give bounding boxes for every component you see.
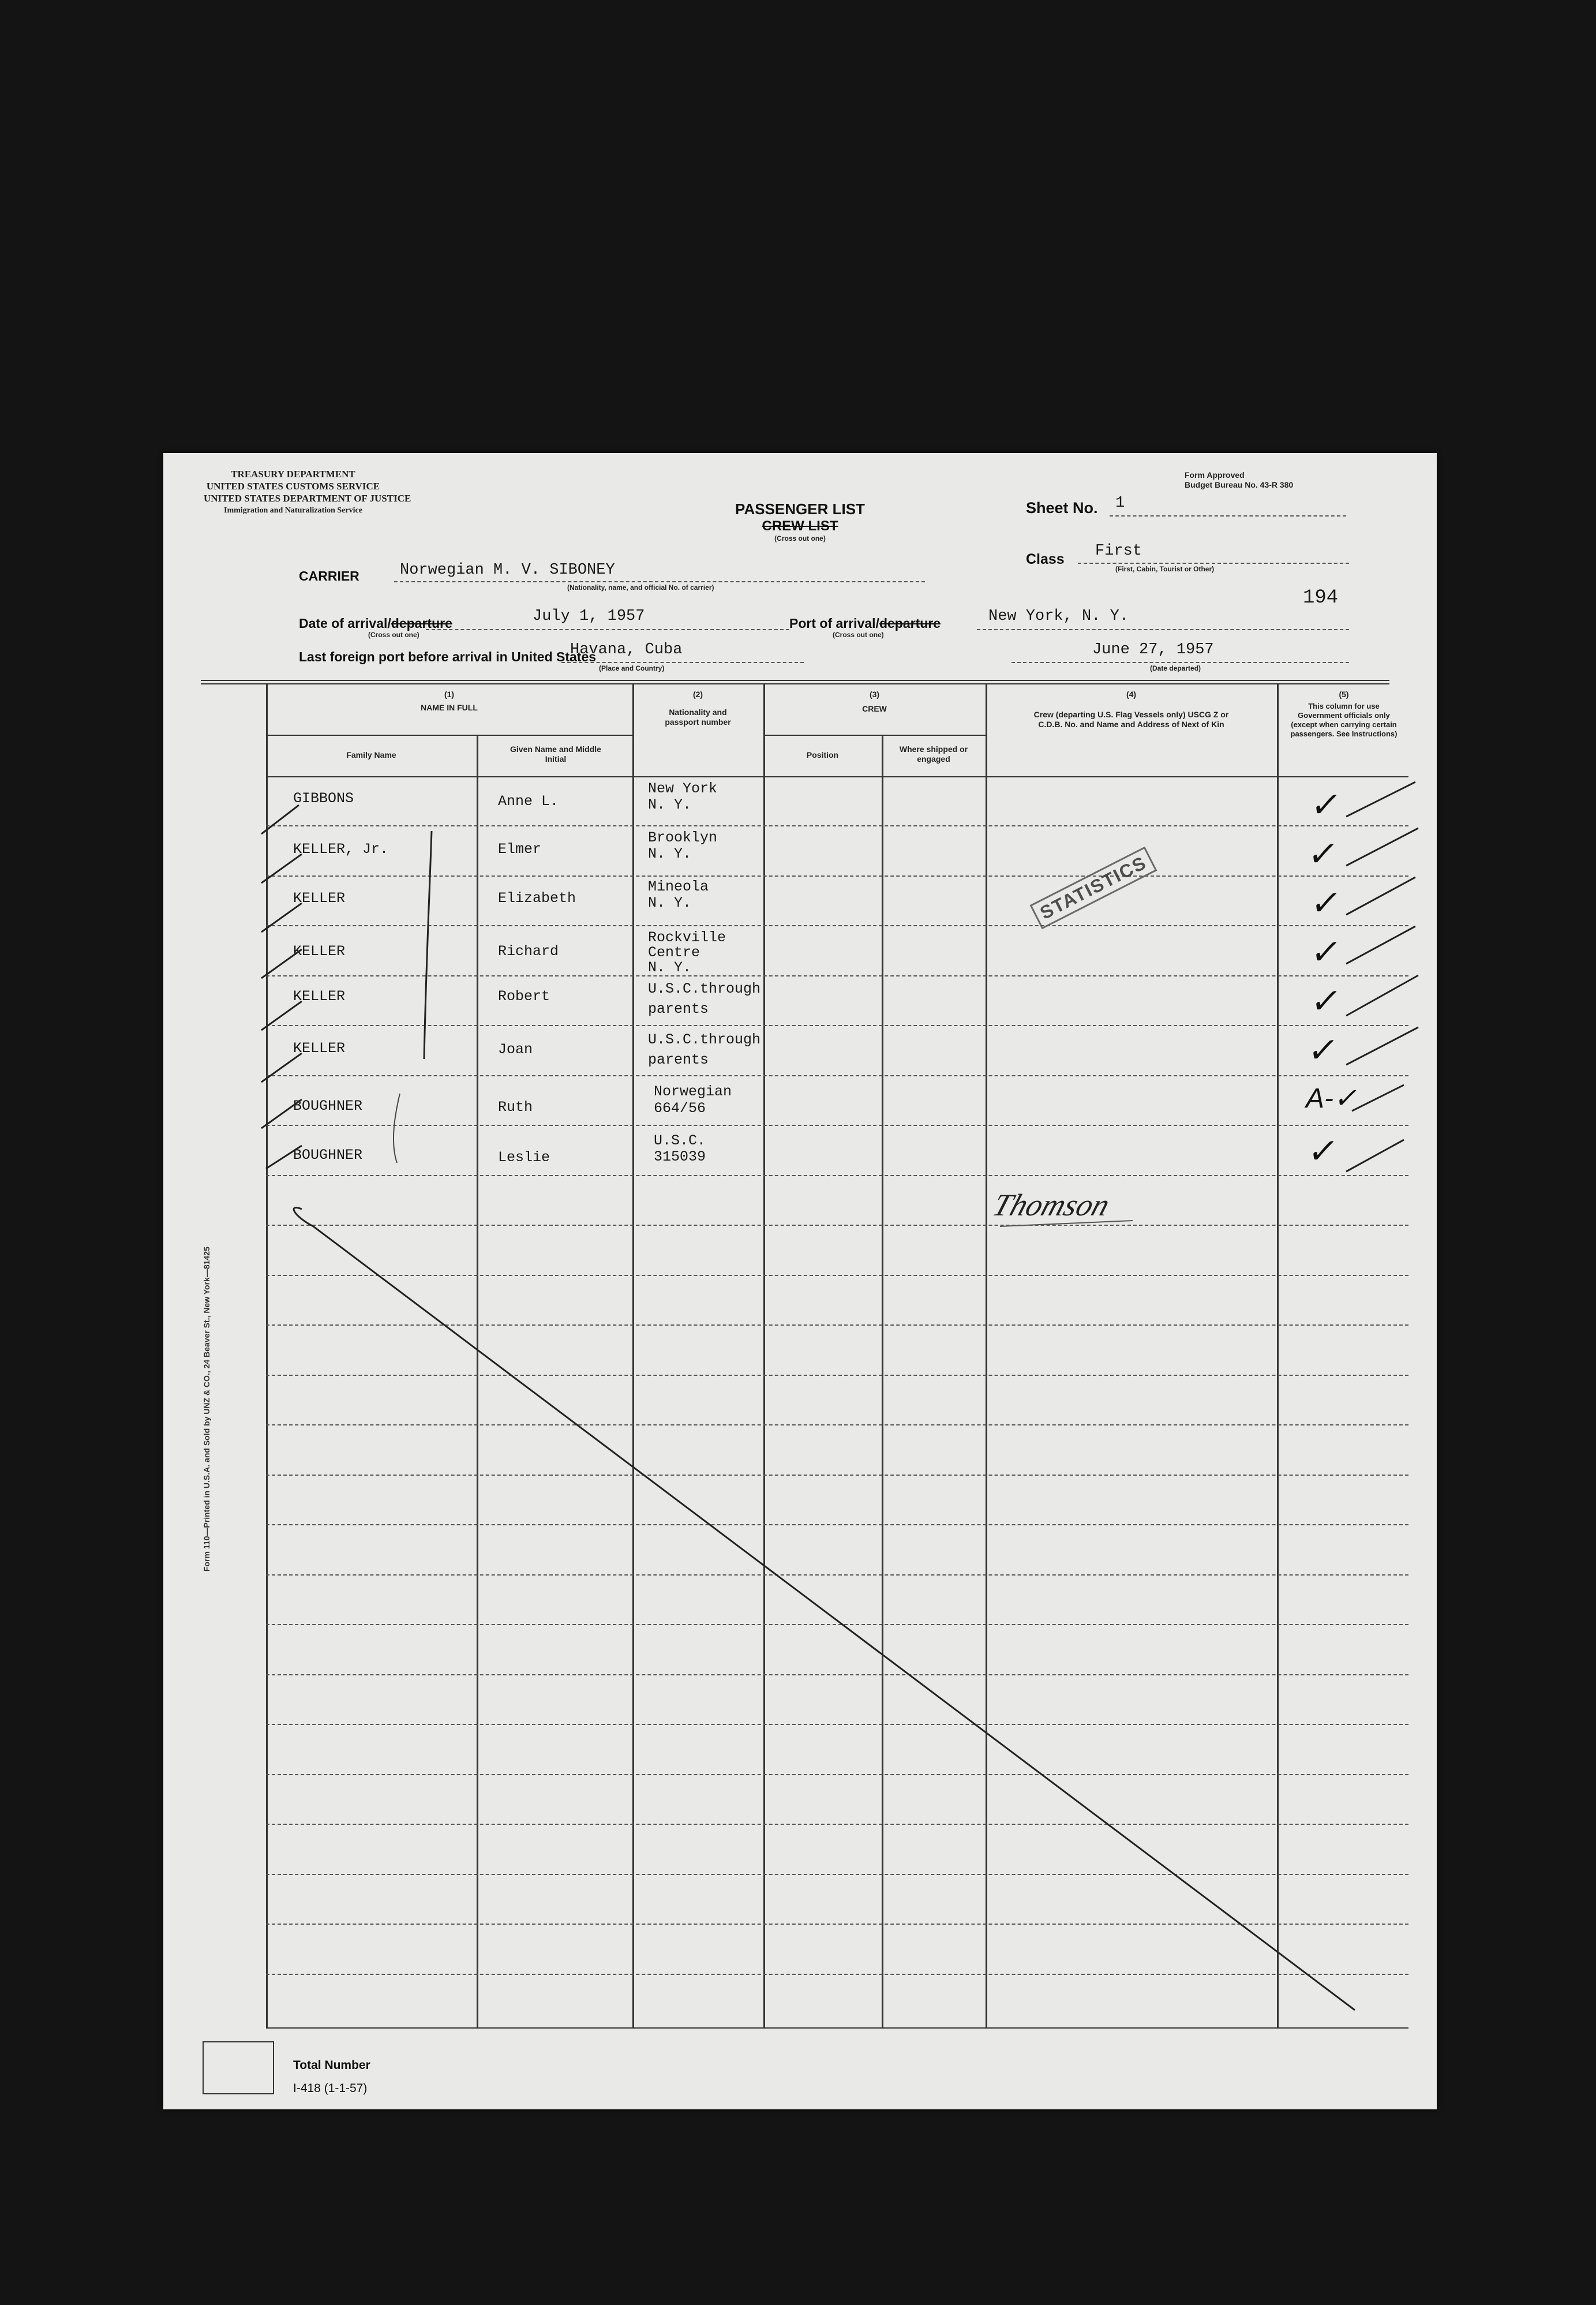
nationality-cell: Rockville [648, 929, 726, 946]
tick-mark-line [266, 1146, 302, 1169]
port-label-text: Port of arrival/ [789, 616, 879, 631]
col5-num: (5) [1339, 690, 1349, 699]
col2-num: (2) [692, 690, 703, 699]
budget-bureau-line: Budget Bureau No. 43-R 380 [1185, 480, 1294, 489]
date-hint: (Cross out one) [368, 631, 419, 639]
checkmark-icon: ✓ [1305, 1031, 1342, 1069]
family-name-cell: KELLER [293, 1040, 346, 1057]
col4-title: Crew (departing U.S. Flag Vessels only) USCG Z or C.D.B. No. and Name and Address of Next of Kin [1033, 710, 1229, 729]
family-name-cell: KELLER [293, 988, 346, 1005]
date-label-text: Date of arrival/ [299, 616, 391, 631]
total-number-label: Total Number [293, 2059, 370, 2072]
checkmark-icon: ✓ [1305, 1132, 1342, 1170]
given-name-cell: Robert [498, 988, 550, 1005]
nationality-cell: N. Y. [648, 845, 692, 862]
family-name-cell: BOUGHNER [293, 1098, 363, 1114]
signature: Thomson [988, 1188, 1114, 1222]
class-hint: (First, Cabin, Tourist or Other) [1115, 565, 1215, 573]
col1-title: NAME IN FULL [421, 703, 478, 712]
nationality-cell: parents [648, 1001, 709, 1017]
nationality-cell: parents [648, 1052, 709, 1068]
agency-line: TREASURY DEPARTMENT [231, 469, 355, 480]
cross-out-hint: (Cross out one) [774, 534, 826, 542]
family-name-cell: KELLER [293, 943, 346, 960]
given-name-cell: Elizabeth [498, 890, 576, 907]
date-label-struck: departure [391, 616, 452, 631]
agency-line: Immigration and Naturalization Service [224, 506, 362, 515]
tick-mark-line [261, 1099, 302, 1128]
family-name-cell: BOUGHNER [293, 1147, 363, 1163]
tick-mark-line [261, 854, 302, 883]
departed-hint: (Date departed) [1150, 664, 1201, 672]
tick-mark-line [261, 1001, 302, 1030]
checkmark-icon: A-✓ [1306, 1083, 1357, 1114]
last-port-value: Havana, Cuba [570, 641, 683, 658]
col3-title: CREW [862, 704, 887, 713]
family-name-cell: GIBBONS [293, 790, 354, 807]
family-name-cell: KELLER, Jr. [293, 841, 389, 858]
col5-title: This column for use Government officials only (except when carrying certain passengers. See Instructions) [1290, 702, 1398, 738]
tick-mark-line [261, 805, 299, 834]
side-print: Form 110—Printed in U.S.A. and Sold by UNZ & CO., 24 Beaver St., New York—81425 [202, 1247, 211, 1571]
checkmark-icon: ✓ [1308, 785, 1344, 824]
checkmark-icon: ✓ [1305, 835, 1342, 873]
sheet-value: 1 [1115, 495, 1125, 512]
checkmark-icon: ✓ [1308, 982, 1344, 1020]
nationality-cell: U.S.C. [654, 1132, 706, 1149]
col1-num: (1) [444, 690, 455, 699]
nationality-cell: N. Y. [648, 959, 692, 976]
nationality-cell: U.S.C.through [648, 981, 761, 997]
given-name-cell: Leslie [498, 1149, 550, 1166]
arrival-date: July 1, 1957 [533, 608, 645, 625]
last-port-label: Last foreign port before arrival in United States [299, 649, 597, 664]
tick-mark-line [261, 903, 302, 932]
given-name-cell: Richard [498, 943, 559, 960]
carrier-label: CARRIER [299, 568, 359, 583]
given-name-header: Given Name and Middle Initial [510, 744, 601, 764]
last-port-hint: (Place and Country) [599, 664, 665, 672]
where-shipped-header: Where shipped or engaged [899, 744, 968, 764]
departed-date: June 27, 1957 [1092, 641, 1214, 658]
port-hint: (Cross out one) [833, 631, 884, 639]
col3-num: (3) [869, 690, 880, 699]
carrier-hint: (Nationality, name, and official No. of carrier) [567, 583, 714, 592]
form-title: PASSENGER LIST [735, 500, 865, 518]
checkmark-icon: ✓ [1308, 933, 1344, 971]
nationality-cell: N. Y. [648, 796, 692, 813]
nationality-cell: U.S.C.through [648, 1031, 761, 1048]
checkmark-icon: ✓ [1308, 884, 1344, 922]
sheet-label: Sheet No. [1026, 499, 1098, 517]
nationality-cell: 664/56 [654, 1100, 706, 1117]
agency-line: UNITED STATES CUSTOMS SERVICE [206, 481, 380, 492]
tick-mark-line [261, 1053, 302, 1082]
family-name-cell: KELLER [293, 890, 346, 907]
stamp-number: 194 [1303, 587, 1339, 609]
form-number: I-418 (1-1-57) [293, 2082, 368, 2095]
arrival-port: New York, N. Y. [988, 608, 1129, 625]
diagonal-strike-line [294, 1207, 1355, 2010]
bracket-line [394, 1094, 400, 1163]
passenger-list-form [163, 453, 1437, 2109]
class-label: Class [1026, 551, 1065, 567]
nationality-cell: Brooklyn [648, 829, 718, 846]
family-name-header: Family Name [346, 750, 396, 759]
given-name-cell: Anne L. [498, 793, 559, 810]
nationality-cell: N. Y. [648, 895, 692, 911]
ink-markings [163, 453, 1437, 2109]
given-name-cell: Elmer [498, 841, 542, 858]
carrier-value: Norwegian M. V. SIBONEY [400, 562, 615, 579]
given-name-cell: Ruth [498, 1099, 533, 1116]
nationality-cell: Norwegian [654, 1083, 732, 1100]
nationality-cell: New York [648, 780, 718, 797]
statistics-stamp: STATISTICS [1030, 847, 1157, 930]
nationality-cell: Centre [648, 944, 700, 961]
col2-title: Nationality and passport number [665, 708, 731, 727]
bracket-line [424, 831, 432, 1059]
col4-num: (4) [1126, 690, 1137, 699]
agency-line: UNITED STATES DEPARTMENT OF JUSTICE [204, 493, 411, 504]
crew-list-struck: CREW LIST [762, 518, 838, 534]
form-approved-line: Form Approved [1185, 470, 1245, 480]
class-value: First [1095, 542, 1142, 560]
given-name-cell: Joan [498, 1041, 533, 1058]
nationality-cell: 315039 [654, 1148, 706, 1165]
nationality-cell: Mineola [648, 878, 709, 895]
port-label-struck: departure [879, 616, 941, 631]
position-header: Position [806, 750, 839, 759]
tick-mark-line [261, 949, 302, 978]
